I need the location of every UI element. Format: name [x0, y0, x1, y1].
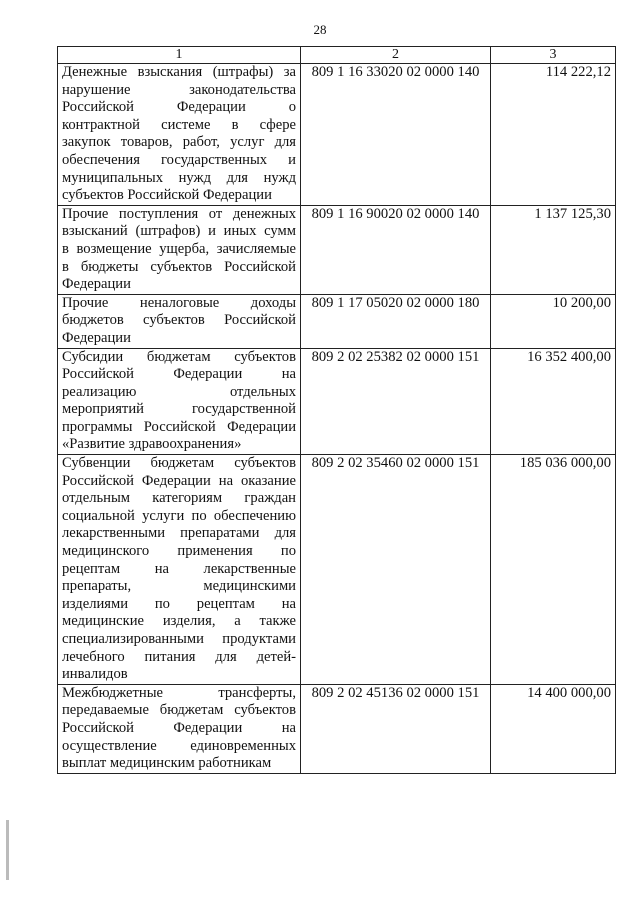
revenue-description: [58, 455, 301, 685]
description-line: Межбюджетные трансферты,: [62, 684, 296, 701]
description-line: программы Российской Федерации: [62, 418, 296, 435]
description-line: мероприятий государственной: [62, 401, 296, 418]
description-line: осуществление единовременных: [62, 737, 296, 754]
table-row: [58, 684, 616, 773]
description-line: Денежные взыскания (штрафы) за: [62, 64, 296, 80]
revenue-description: [58, 684, 301, 773]
description-line: социальной услуги по обеспечению: [62, 507, 296, 524]
description-line: Субвенции бюджетам субъектов: [62, 455, 296, 472]
amount-value: 16 352 400,00: [491, 348, 616, 455]
description-line: контрактной системе в сфере: [62, 116, 296, 133]
description-line: Российской Федерации о: [62, 99, 296, 116]
scan-artifact: [6, 820, 9, 880]
description-line: в возмещение ущерба, зачисляемые: [62, 240, 296, 257]
table-row: [58, 64, 616, 206]
description-line: выплат медицинским работникам: [62, 755, 272, 772]
description-line: Субсидии бюджетам субъектов: [62, 348, 296, 365]
amount-value: 185 036 000,00: [491, 455, 616, 685]
budget-revenue-table: [57, 46, 616, 774]
description-line: изделиями по рецептам на: [62, 595, 296, 612]
description-line: отдельным категориям граждан: [62, 490, 296, 507]
description-line: субъектов Российской Федерации: [62, 187, 272, 204]
page-number: 28: [313, 22, 327, 37]
description-line: муниципальных нужд для нужд: [62, 169, 296, 186]
budget-classification-code: 809 1 17 05020 02 0000 180: [301, 294, 491, 348]
description-line: Федерации: [62, 329, 131, 346]
description-line: Федерации: [62, 276, 131, 293]
description-line: передаваемые бюджетам субъектов: [62, 702, 296, 719]
description-line: закупок товаров, работ, услуг для: [62, 134, 296, 151]
budget-classification-code: 809 2 02 25382 02 0000 151: [301, 348, 491, 455]
description-line: Российской Федерации на: [62, 719, 296, 736]
description-line: «Развитие здравоохранения»: [62, 436, 242, 453]
revenue-description: [58, 294, 301, 348]
column-header-1: 1: [58, 47, 301, 64]
amount-value: 1 137 125,30: [491, 205, 616, 294]
revenue-description: [58, 205, 301, 294]
table-row: [58, 455, 616, 685]
revenue-description: [58, 64, 301, 206]
revenue-description: [58, 348, 301, 455]
table-row: [58, 348, 616, 455]
amount-value: 14 400 000,00: [491, 684, 616, 773]
table-header-row: [58, 47, 616, 64]
column-header-3: 3: [491, 47, 616, 64]
column-header-2: 2: [301, 47, 491, 64]
description-line: в бюджеты субъектов Российской: [62, 258, 296, 275]
description-line: взысканий (штрафов) и иных сумм: [62, 223, 296, 240]
description-line: медицинского применения по: [62, 543, 296, 560]
budget-classification-code: 809 1 16 90020 02 0000 140: [301, 205, 491, 294]
description-line: медицинские изделия, а также: [62, 613, 296, 630]
table-row: [58, 294, 616, 348]
description-line: рецептам на лекарственные: [62, 560, 296, 577]
budget-classification-code: 809 1 16 33020 02 0000 140: [301, 64, 491, 206]
description-line: лечебного питания для детей-: [62, 648, 296, 665]
description-line: инвалидов: [62, 666, 128, 683]
amount-value: 114 222,12: [491, 64, 616, 206]
description-line: бюджетов субъектов Российской: [62, 312, 296, 329]
amount-value: 10 200,00: [491, 294, 616, 348]
description-line: нарушение законодательства: [62, 81, 296, 98]
description-line: обеспечения государственных и: [62, 151, 296, 168]
description-line: Российской Федерации на: [62, 366, 296, 383]
description-line: Прочие неналоговые доходы: [62, 294, 296, 311]
description-line: специализированными продуктами: [62, 631, 296, 647]
budget-classification-code: 809 2 02 35460 02 0000 151: [301, 455, 491, 685]
budget-classification-code: 809 2 02 45136 02 0000 151: [301, 684, 491, 773]
description-line: реализацию отдельных: [62, 383, 296, 400]
description-line: Прочие поступления от денежных: [62, 205, 296, 222]
table-row: [58, 205, 616, 294]
description-line: Российской Федерации на оказание: [62, 472, 296, 489]
description-line: лекарственными препаратами для: [62, 525, 296, 542]
description-line: препараты, медицинскими: [62, 578, 296, 595]
